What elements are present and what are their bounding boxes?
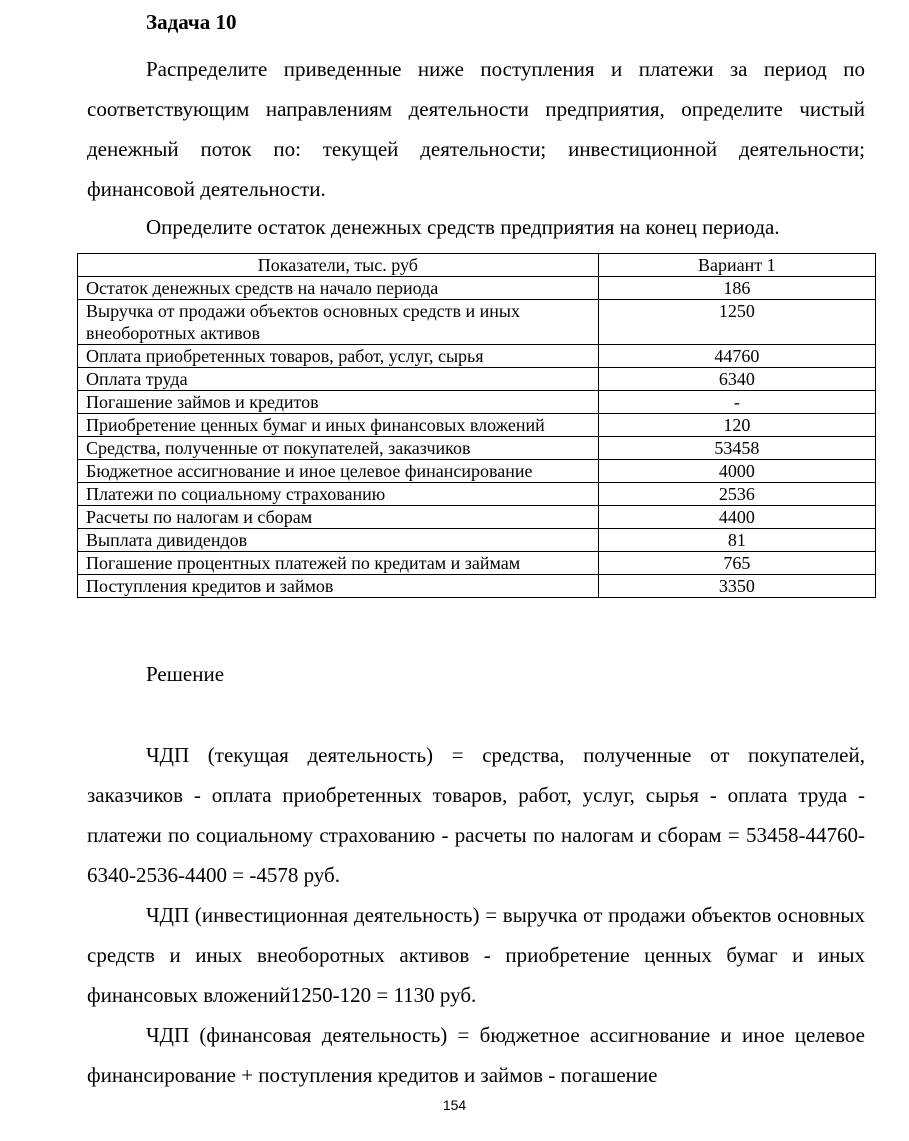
- indicator-name: Оплата труда: [78, 368, 599, 391]
- table-row: [78, 414, 876, 437]
- solution-operating-paragraph: ЧДП (текущая деятельность) = средства, полученные от покупателей, заказчиков - оплата приобретенных товаров, работ, услуг, сырья - оплата труда - платежи по социальному страхованию - расчеты по налогам и сборам = 53458-44760-6340-2536-4400 = -4578 руб.: [87, 743, 865, 887]
- table-row: [78, 300, 876, 345]
- column-header-variant: Вариант 1: [598, 254, 875, 277]
- indicator-name: Погашение процентных платежей по кредитам и займам: [78, 552, 599, 575]
- indicator-value: 4400: [598, 506, 875, 529]
- indicator-value: 4000: [598, 460, 875, 483]
- indicator-value: -: [598, 391, 875, 414]
- task-paragraph: Определите остаток денежных средств предприятия на конец периода.: [146, 215, 780, 239]
- indicator-value: 6340: [598, 368, 875, 391]
- solution-investing-paragraph: ЧДП (инвестиционная деятельность) = выручка от продажи объектов основных средств и иных внеоборотных активов - приобретение ценных бумаг и иных финансовых вложений1250-120 = 1130 руб.: [87, 903, 865, 1007]
- indicator-value: 81: [598, 529, 875, 552]
- indicator-value: 120: [598, 414, 875, 437]
- table-row: [78, 506, 876, 529]
- indicator-name: Приобретение ценных бумаг и иных финансовых вложений: [78, 414, 599, 437]
- indicator-value: 44760: [598, 345, 875, 368]
- indicator-name: Выручка от продажи объектов основных средств и иных внеоборотных активов: [78, 300, 599, 345]
- table-row: [78, 460, 876, 483]
- solution-financing-paragraph: ЧДП (финансовая деятельность) = бюджетное ассигнование и иное целевое финансирование + поступления кредитов и займов - погашение: [87, 1023, 865, 1087]
- solution-heading: Решение: [146, 662, 225, 686]
- indicator-value: 53458: [598, 437, 875, 460]
- table-row: [78, 368, 876, 391]
- column-header-indicators: Показатели, тыс. руб: [78, 254, 599, 277]
- indicators-table: [77, 253, 876, 598]
- table-row: [78, 277, 876, 300]
- indicator-name: Поступления кредитов и займов: [78, 575, 599, 598]
- table-row: [78, 575, 876, 598]
- table-row: [78, 345, 876, 368]
- indicator-value: 186: [598, 277, 875, 300]
- table-row: [78, 391, 876, 414]
- table-header-row: [78, 254, 876, 277]
- indicator-value: 765: [598, 552, 875, 575]
- table-row: [78, 483, 876, 506]
- indicator-name: Выплата дивидендов: [78, 529, 599, 552]
- table-row: [78, 437, 876, 460]
- table-row: [78, 529, 876, 552]
- intro-paragraph: Распределите приведенные ниже поступления и платежи за период по соответствующим направлениям деятельности предприятия, определите чистый денежный поток по: текущей деятельности; инвестиционной деятельности; финансовой деятельности.: [87, 57, 865, 201]
- indicator-name: Оплата приобретенных товаров, работ, услуг, сырья: [78, 345, 599, 368]
- indicator-name: Средства, полученные от покупателей, заказчиков: [78, 437, 599, 460]
- indicator-value: 3350: [598, 575, 875, 598]
- table-row: [78, 552, 876, 575]
- indicator-name: Бюджетное ассигнование и иное целевое финансирование: [78, 460, 599, 483]
- indicator-name: Платежи по социальному страхованию: [78, 483, 599, 506]
- indicator-value: 2536: [598, 483, 875, 506]
- indicator-name: Погашение займов и кредитов: [78, 391, 599, 414]
- task-title: Задача 10: [146, 10, 237, 34]
- indicator-value: 1250: [598, 300, 875, 345]
- page-number: 154: [442, 1097, 467, 1113]
- indicator-name: Расчеты по налогам и сборам: [78, 506, 599, 529]
- indicator-name: Остаток денежных средств на начало периода: [78, 277, 599, 300]
